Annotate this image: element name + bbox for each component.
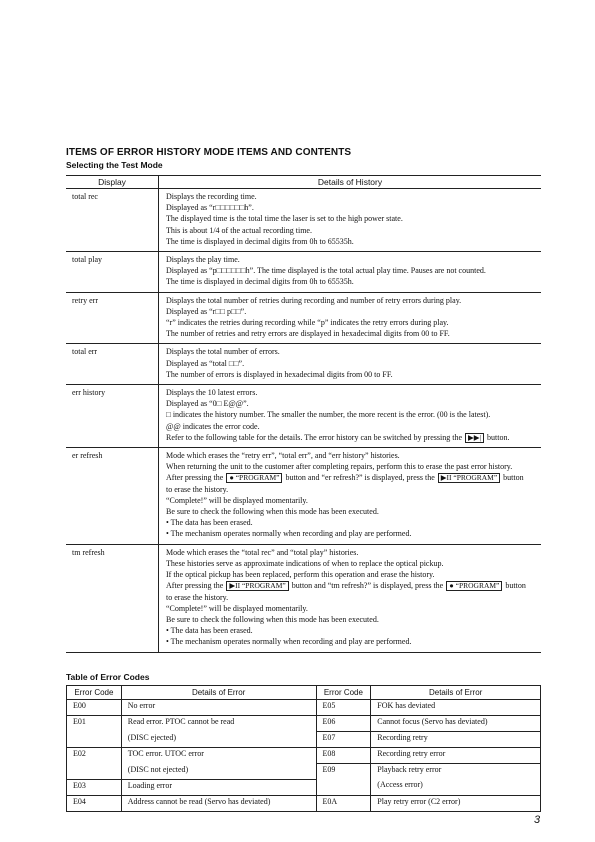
header-details-of-error: Details of Error (121, 686, 316, 700)
history-row-err-history (66, 385, 541, 448)
history-row-retry-err (66, 292, 541, 344)
error-detail-cell: No error (121, 700, 316, 716)
error-detail-cell: Recording retry error (371, 748, 541, 764)
row-details: Displays the 10 latest errors. Displayed as “0□ E@@”. □ indicates the history number. The smaller the number, the more recent is the error. (00 is the latest). @@ indicates the error code. Refer to the following table for the details. The error history can be switched by pressing the ▶▶| button. (159, 385, 542, 448)
history-row-tm-refresh (66, 544, 541, 652)
row-label: retry err (66, 292, 159, 344)
history-row-total-err (66, 344, 541, 385)
error-code-cell: E03 (67, 779, 122, 795)
header-details: Details of History (159, 176, 542, 189)
row-label: er refresh (66, 448, 159, 545)
error-code-cell (316, 779, 371, 795)
error-detail-cell: Cannot focus (Servo has deviated) (371, 716, 541, 732)
error-code-cell: E06 (316, 716, 371, 732)
error-detail-cell: Address cannot be read (Servo has deviated) (121, 795, 316, 811)
error-detail-cell: (Access error) (371, 779, 541, 795)
error-code-cell: E09 (316, 764, 371, 780)
section-subtitle: Selecting the Test Mode (66, 160, 163, 170)
page-number: 3 (534, 814, 541, 826)
row-details: Displays the play time. Displayed as “p□□□□□□h”. The time displayed is the total actual play time. Pauses are not counted. The time is displayed in decimal digits from 0h to 65535h. (159, 252, 542, 293)
error-detail-cell: (DISC ejected) (121, 732, 316, 748)
row-details: Displays the total number of retries during recording and number of retry errors during play. Displayed as “r□□ p□□”. “r” indicates the retries during recording while “p” indicates the retry errors during play. The number of retries and retry errors are displayed in hexadecimal digits from 00 to FF. (159, 292, 542, 344)
record-program-button-label: ● “PROGRAM” (446, 581, 502, 591)
row-details: Displays the recording time. Displayed as “r□□□□□□h”. The displayed time is the total time the laser is set to the high power state. This is about 1/4 of the actual recording time. The time is displayed in decimal digits from 0h to 65535h. (159, 189, 542, 252)
error-code-cell: E00 (67, 700, 122, 716)
error-detail-cell: Loading error (121, 779, 316, 795)
error-detail-cell: (DISC not ejected) (121, 764, 316, 780)
error-detail-cell: Read error. PTOC cannot be read (121, 716, 316, 732)
row-label: total rec (66, 189, 159, 252)
row-label: tm refresh (66, 544, 159, 652)
error-code-cell (67, 764, 122, 780)
row-details: Mode which erases the “retry err”, “total err”, and “err history” histories. When returning the unit to the customer after completing repairs, perform this to erase the past error history. After pressing the ● “PROGRAM” button and “er refresh?” is displayed, press the ▶II “PROGRAM” button to erase the history. “Complete!” will be displayed momentarily. Be sure to check the following when this mode has been executed. • The data has been erased. • The mechanism operates normally when recording and play are performed. (159, 448, 542, 545)
error-detail-cell: Recording retry (371, 732, 541, 748)
row-details: Mode which erases the “total rec” and “total play” histories. These histories serve as approximate indications of when to replace the optical pickup. If the optical pickup has been replaced, perform this operation and erase the history. After pressing the ▶II “PROGRAM” button and “tm refresh?” is displayed, press the ● “PROGRAM” button to erase the history. “Complete!” will be displayed momentarily. Be sure to check the following when this mode has been executed. • The data has been erased. • The mechanism operates normally when recording and play are performed. (159, 544, 542, 652)
error-code-cell: E07 (316, 732, 371, 748)
error-detail-cell: TOC error. UTOC error (121, 748, 316, 764)
page-title: ITEMS OF ERROR HISTORY MODE ITEMS AND CONTENTS (66, 147, 352, 158)
error-detail-cell: FOK has deviated (371, 700, 541, 716)
error-code-cell: E01 (67, 716, 122, 732)
error-detail-cell: Playback retry error (371, 764, 541, 780)
record-program-button-label: ● “PROGRAM” (226, 473, 282, 483)
error-codes-title: Table of Error Codes (66, 672, 150, 682)
history-row-er-refresh (66, 448, 541, 545)
next-track-button-label: ▶▶| (465, 433, 484, 443)
history-row-total-play (66, 252, 541, 293)
history-row-total-rec (66, 189, 541, 252)
error-history-table (66, 175, 541, 653)
row-details: Displays the total number of errors. Displayed as “total □□”. The number of errors is displayed in hexadecimal digits from 00 to FF. (159, 344, 542, 385)
error-detail-cell: Play retry error (C2 error) (371, 795, 541, 811)
error-code-cell: E05 (316, 700, 371, 716)
error-code-cell: E08 (316, 748, 371, 764)
row-label: total play (66, 252, 159, 293)
error-code-cell: E04 (67, 795, 122, 811)
row-label: total err (66, 344, 159, 385)
error-code-cell (67, 732, 122, 748)
header-error-code: Error Code (67, 686, 122, 700)
play-pause-program-button-label: ▶II “PROGRAM” (438, 473, 500, 483)
header-display: Display (66, 176, 159, 189)
header-details-of-error: Details of Error (371, 686, 541, 700)
row-label: err history (66, 385, 159, 448)
play-pause-program-button-label: ▶II “PROGRAM” (226, 581, 288, 591)
header-error-code: Error Code (316, 686, 371, 700)
error-code-cell: E0A (316, 795, 371, 811)
error-code-cell: E02 (67, 748, 122, 764)
error-codes-table (66, 685, 541, 812)
